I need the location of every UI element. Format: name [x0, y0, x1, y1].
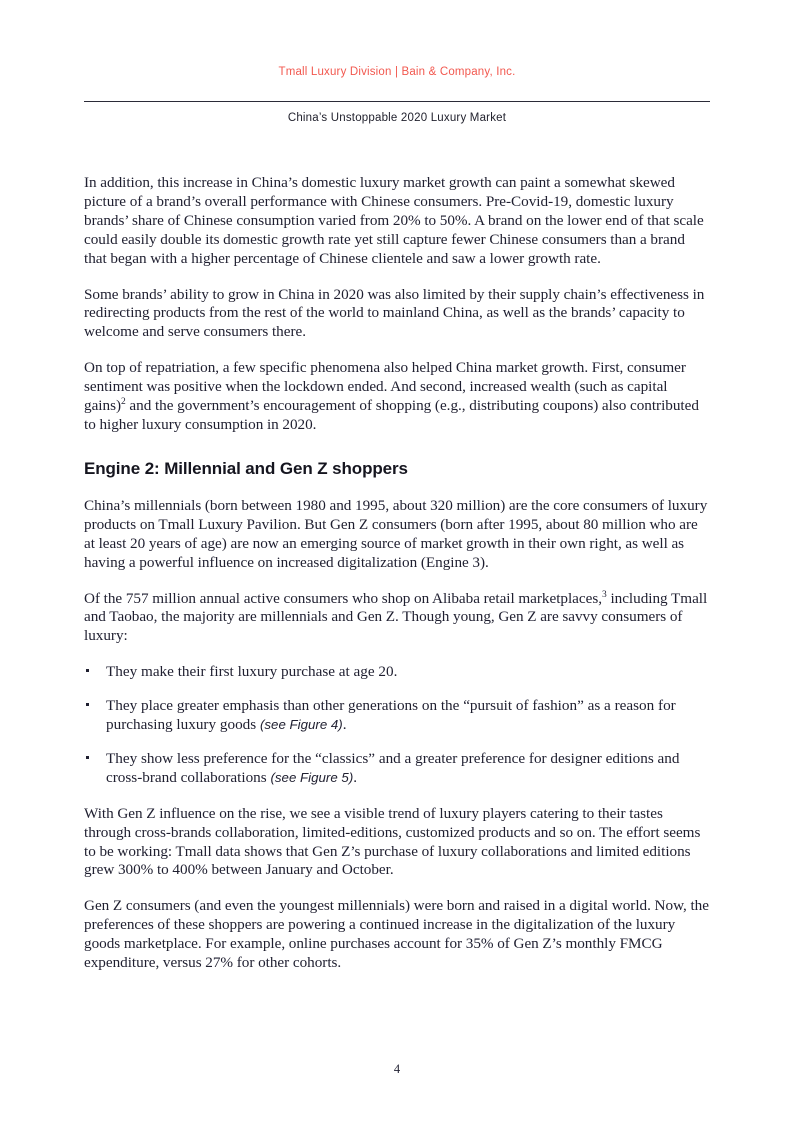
bullet-list-block	[84, 663, 711, 788]
list-item-text: They place greater emphasis than other generations on the “pursuit of fashion” as a reason for purchasing luxury goods	[106, 697, 676, 734]
list-item	[84, 697, 711, 735]
list-item-text-tail: .	[353, 768, 358, 786]
paragraph-5	[84, 590, 711, 647]
list-item	[84, 663, 711, 682]
page-number: 4	[393, 1062, 401, 1076]
paragraph-1: In addition, this increase in China’s domestic luxury market growth can paint a somewhat skewed picture of a brand’s overall performance with Chinese consumers. Pre-Covid-19, domestic luxury brands’ share of Chinese consumption varied from 20% to 50%. A brand on the lower end of that scale could easily double its domestic growth rate yet still capture fewer Chinese consumers than a brand that began with a higher percentage of Chinese clientele and saw a lower growth rate.	[84, 174, 704, 267]
paragraph-3	[84, 359, 711, 435]
footnote-marker-3: 3	[602, 589, 607, 600]
paragraph-4: China’s millennials (born between 1980 and 1995, about 320 million) are the core consumers of luxury products on Tmall Luxury Pavilion. But Gen Z consumers (born after 1995, about 80 million who are at least 20 years of age) are now an emerging source of market growth in their own right, as well as having a powerful influence on increased digitalization (Engine 3).	[84, 496, 708, 571]
bullet-square-icon	[86, 669, 89, 672]
paragraph-5-text-b: including Tmall and Taobao, the majority are millennials and Gen Z. Though young, Gen Z are savvy consumers of luxury:	[84, 589, 708, 645]
list-item-text: They show less preference for the “classics” and a greater preference for designer editions and cross-brand collaborations	[106, 749, 680, 786]
header-divider-rule	[84, 101, 710, 102]
paragraph-3-text-b: and the government’s encouragement of shopping (e.g., distributing coupons) also contributed to higher luxury consumption in 2020.	[84, 397, 699, 433]
bullet-square-icon	[86, 703, 89, 706]
running-head: Tmall Luxury Division | Bain & Company, Inc.	[278, 66, 516, 78]
paragraph-6: With Gen Z influence on the rise, we see a visible trend of luxury players catering to their tastes through cross-brands collaboration, limited-editions, customized products and so on. The effort seems to be working: Tmall data shows that Gen Z’s purchase of luxury collaborations and limited editions grew 300% to 400% between January and October.	[84, 804, 701, 879]
figure-reference: (see Figure 5)	[270, 769, 354, 785]
list-item-text: They make their first luxury purchase at age 20.	[106, 663, 398, 681]
paragraph-7: Gen Z consumers (and even the youngest millennials) were born and raised in a digital world. Now, the preferences of these shoppers are powering a continued increase in the digitalization of the luxury goods marketplace. For example, online purchases account for 35% of Gen Z’s monthly FMCG expenditure, versus 27% for other cohorts.	[84, 897, 709, 972]
bullet-list	[84, 663, 711, 788]
footnote-marker-2: 2	[121, 397, 126, 407]
figure-reference: (see Figure 4)	[259, 717, 343, 733]
bullet-square-icon	[86, 756, 89, 759]
body-column	[84, 174, 711, 990]
document-subtitle: China’s Unstoppable 2020 Luxury Market	[287, 112, 507, 124]
list-item	[84, 750, 711, 788]
paragraph-2: Some brands’ ability to grow in China in 2020 was also limited by their supply chain’s effectiveness in redirecting products from the rest of the world to mainland China, as well as the brands’ capacity to welcome and serve consumers there.	[84, 285, 705, 341]
list-item-text-tail: .	[342, 716, 347, 734]
section-heading-engine-2: Engine 2: Millennial and Gen Z shoppers	[84, 458, 408, 478]
paragraph-5-text-a: Of the 757 million annual active consumers who shop on Alibaba retail marketplaces,	[84, 589, 603, 607]
paragraph-3-text-a: On top of repatriation, a few specific phenomena also helped China market growth. First, consumer sentiment was positive when the lockdown ended. And second, increased wealth (such as capital gains)	[84, 359, 686, 415]
